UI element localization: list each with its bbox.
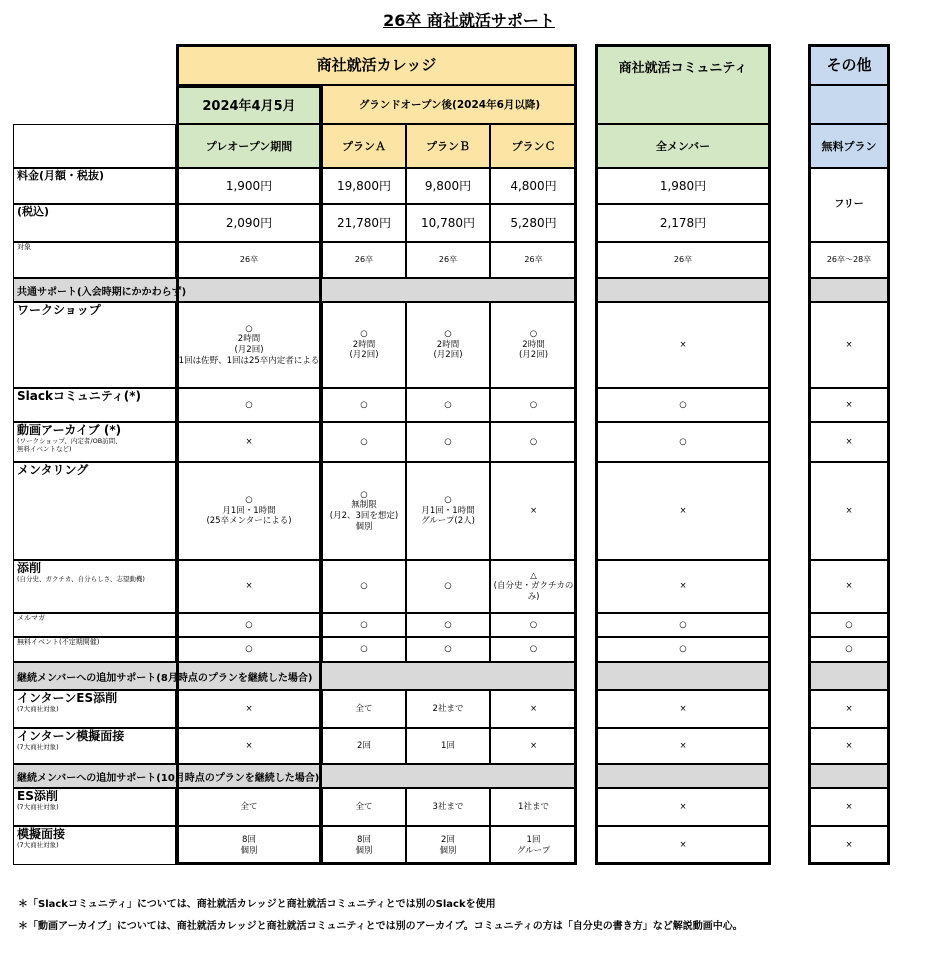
- row-label: [13, 826, 176, 865]
- value-cell: 全て: [322, 788, 406, 826]
- header-preopen-period: 2024年4月5月: [176, 85, 322, 124]
- header-college: 商社就活カレッジ: [176, 44, 577, 85]
- value-cell: ○: [808, 637, 890, 662]
- value-cell: ×: [176, 422, 322, 462]
- value-cell: ○ 2時間 (月2回): [490, 302, 577, 388]
- value-cell: ○: [406, 388, 490, 422]
- row-label-main: Slackコミュニティ(*): [17, 389, 141, 403]
- row-label-sub: (7大商社対象): [17, 803, 59, 811]
- value-cell: ×: [808, 560, 890, 613]
- value-cell: ○: [176, 637, 322, 662]
- plan-header-0: プレオープン期間: [176, 124, 322, 168]
- row-label-main: ES添削: [17, 789, 58, 803]
- row-label-main: 模擬面接: [17, 827, 66, 841]
- row-label: [13, 242, 176, 278]
- row-label: [13, 613, 176, 637]
- row-label-sub: (7大商社対象): [17, 705, 59, 713]
- value-cell: ○ 2時間 (月2回): [406, 302, 490, 388]
- row-label: [13, 560, 176, 613]
- header-community: 商社就活コミュニティ: [595, 44, 771, 124]
- target-cell: 26卒: [176, 242, 322, 278]
- value-cell: ○: [808, 613, 890, 637]
- value-cell: ×: [490, 690, 577, 728]
- value-cell: ○: [322, 422, 406, 462]
- value-cell: 1回: [406, 728, 490, 764]
- price-cell: 9,800円: [406, 168, 490, 204]
- value-cell: ○ 2時間 (月2回) 1回は佐野、1回は25卒内定者による: [176, 302, 322, 388]
- row-label-sub: (7大商社対象): [17, 841, 59, 849]
- row-label-main: インターン模擬面接: [17, 729, 125, 743]
- value-cell: ○: [595, 613, 771, 637]
- value-cell: ○: [490, 422, 577, 462]
- value-cell: ×: [595, 560, 771, 613]
- target-cell: 26卒: [490, 242, 577, 278]
- value-cell: ○: [490, 613, 577, 637]
- value-cell: ×: [176, 690, 322, 728]
- value-cell: ×: [176, 560, 322, 613]
- value-cell: ×: [808, 788, 890, 826]
- value-cell: 1回 グループ: [490, 826, 577, 865]
- section-header: 継続メンバーへの追加サポート(10月時点のプランを継続した場合): [13, 764, 577, 788]
- section-header: 継続メンバーへの追加サポート(8月時点のプランを継続した場合): [13, 662, 577, 690]
- value-cell: ○ 月1回・1時間 グループ(2人): [406, 462, 490, 560]
- section-header: 共通サポート(入会時期にかかわらず): [13, 278, 577, 302]
- row-label-sub: (自分史、ガクチカ、自分らしさ、志望動機): [17, 575, 145, 583]
- value-cell: ○ 月1回・1時間 (25卒メンターによる): [176, 462, 322, 560]
- price-cell: 19,800円: [322, 168, 406, 204]
- value-cell: ○ 2時間 (月2回): [322, 302, 406, 388]
- footnote-archive: ＊「動画アーカイブ」については、商社就活カレッジと商社就活コミュニティとでは別のアーカイブ。コミュニティの方は「自分史の書き方」など解説動画中心。: [18, 921, 743, 932]
- value-cell: ×: [808, 690, 890, 728]
- value-cell: 8回 個別: [176, 826, 322, 865]
- value-cell: ○: [406, 560, 490, 613]
- row-label-main: インターンES添削: [17, 691, 118, 705]
- plan-header-3: プランＣ: [490, 124, 577, 168]
- row-label: [13, 788, 176, 826]
- row-label: [13, 302, 176, 388]
- price-tax-cell: 5,280円: [490, 204, 577, 242]
- row-label-main: メルマガ: [17, 614, 45, 622]
- row-label-sub: (7大商社対象): [17, 743, 59, 751]
- page-title: 26卒 商社就活サポート: [383, 11, 555, 30]
- price-tax-cell: 21,780円: [322, 204, 406, 242]
- row-label: [13, 637, 176, 662]
- plan-header-5: 無料プラン: [808, 124, 890, 168]
- row-label-main: 料金(月額・税抜): [17, 169, 105, 182]
- row-label: [13, 168, 176, 204]
- value-cell: ○: [176, 613, 322, 637]
- value-cell: ×: [595, 826, 771, 865]
- free-cell: フリー: [808, 168, 890, 242]
- price-tax-cell: 2,090円: [176, 204, 322, 242]
- target-cell: 26卒〜28卒: [808, 242, 890, 278]
- price-cell: 1,900円: [176, 168, 322, 204]
- row-label-sub: (ワークショップ、内定者/OB訪問、 無料イベントなど): [17, 437, 122, 453]
- value-cell: ×: [808, 462, 890, 560]
- row-label: [13, 388, 176, 422]
- row-label-main: 無料イベント(不定期開催): [17, 638, 100, 646]
- row-label-main: 添削: [17, 561, 42, 575]
- value-cell: ○: [406, 637, 490, 662]
- target-cell: 26卒: [322, 242, 406, 278]
- value-cell: ×: [808, 728, 890, 764]
- value-cell: 8回 個別: [322, 826, 406, 865]
- row-label-main: ワークショップ: [17, 303, 101, 317]
- value-cell: ○: [490, 637, 577, 662]
- plan-header-1: プランＡ: [322, 124, 406, 168]
- target-cell: 26卒: [595, 242, 771, 278]
- row-label: [13, 422, 176, 462]
- value-cell: 2回 個別: [406, 826, 490, 865]
- row-label-main: メンタリング: [17, 463, 89, 477]
- value-cell: ○: [322, 560, 406, 613]
- row-label-main: 動画アーカイブ (*): [17, 423, 122, 437]
- value-cell: ×: [595, 302, 771, 388]
- plan-header-4: 全メンバー: [595, 124, 771, 168]
- row-label-main: (税込): [17, 205, 50, 218]
- value-cell: ×: [808, 422, 890, 462]
- value-cell: ○: [490, 388, 577, 422]
- value-cell: ×: [595, 690, 771, 728]
- plan-header-2: プランＢ: [406, 124, 490, 168]
- value-cell: 全て: [322, 690, 406, 728]
- value-cell: ○: [322, 613, 406, 637]
- header-grand-open: グランドオープン後(2024年6月以降): [322, 85, 577, 124]
- row-label-main: 対象: [17, 243, 31, 251]
- price-cell: 4,800円: [490, 168, 577, 204]
- value-cell: ○: [176, 388, 322, 422]
- value-cell: ×: [808, 826, 890, 865]
- header-other: その他: [808, 44, 890, 85]
- footnote-slack: ＊「Slackコミュニティ」については、商社就活カレッジと商社就活コミュニティとでは別のSlackを使用: [18, 899, 496, 910]
- target-cell: 26卒: [406, 242, 490, 278]
- value-cell: 全て: [176, 788, 322, 826]
- row-label: [13, 690, 176, 728]
- value-cell: ×: [490, 728, 577, 764]
- value-cell: ×: [808, 302, 890, 388]
- value-cell: ○: [595, 637, 771, 662]
- value-cell: △ (自分史・ガクチカのみ): [490, 560, 577, 613]
- value-cell: ×: [808, 388, 890, 422]
- value-cell: ×: [490, 462, 577, 560]
- row-label: [13, 462, 176, 560]
- value-cell: ×: [595, 788, 771, 826]
- value-cell: 1社まで: [490, 788, 577, 826]
- row-label: [13, 728, 176, 764]
- row-label: [13, 204, 176, 242]
- value-cell: ○: [406, 613, 490, 637]
- value-cell: 2回: [322, 728, 406, 764]
- price-tax-cell: 10,780円: [406, 204, 490, 242]
- value-cell: ×: [595, 462, 771, 560]
- price-cell: 1,980円: [595, 168, 771, 204]
- value-cell: ×: [595, 728, 771, 764]
- value-cell: ○: [322, 637, 406, 662]
- value-cell: ○: [322, 388, 406, 422]
- value-cell: ○ 無制限 (月2、3回を想定) 個別: [322, 462, 406, 560]
- value-cell: 3社まで: [406, 788, 490, 826]
- value-cell: ○: [595, 388, 771, 422]
- value-cell: ×: [176, 728, 322, 764]
- value-cell: ○: [406, 422, 490, 462]
- value-cell: ○: [595, 422, 771, 462]
- value-cell: 2社まで: [406, 690, 490, 728]
- price-tax-cell: 2,178円: [595, 204, 771, 242]
